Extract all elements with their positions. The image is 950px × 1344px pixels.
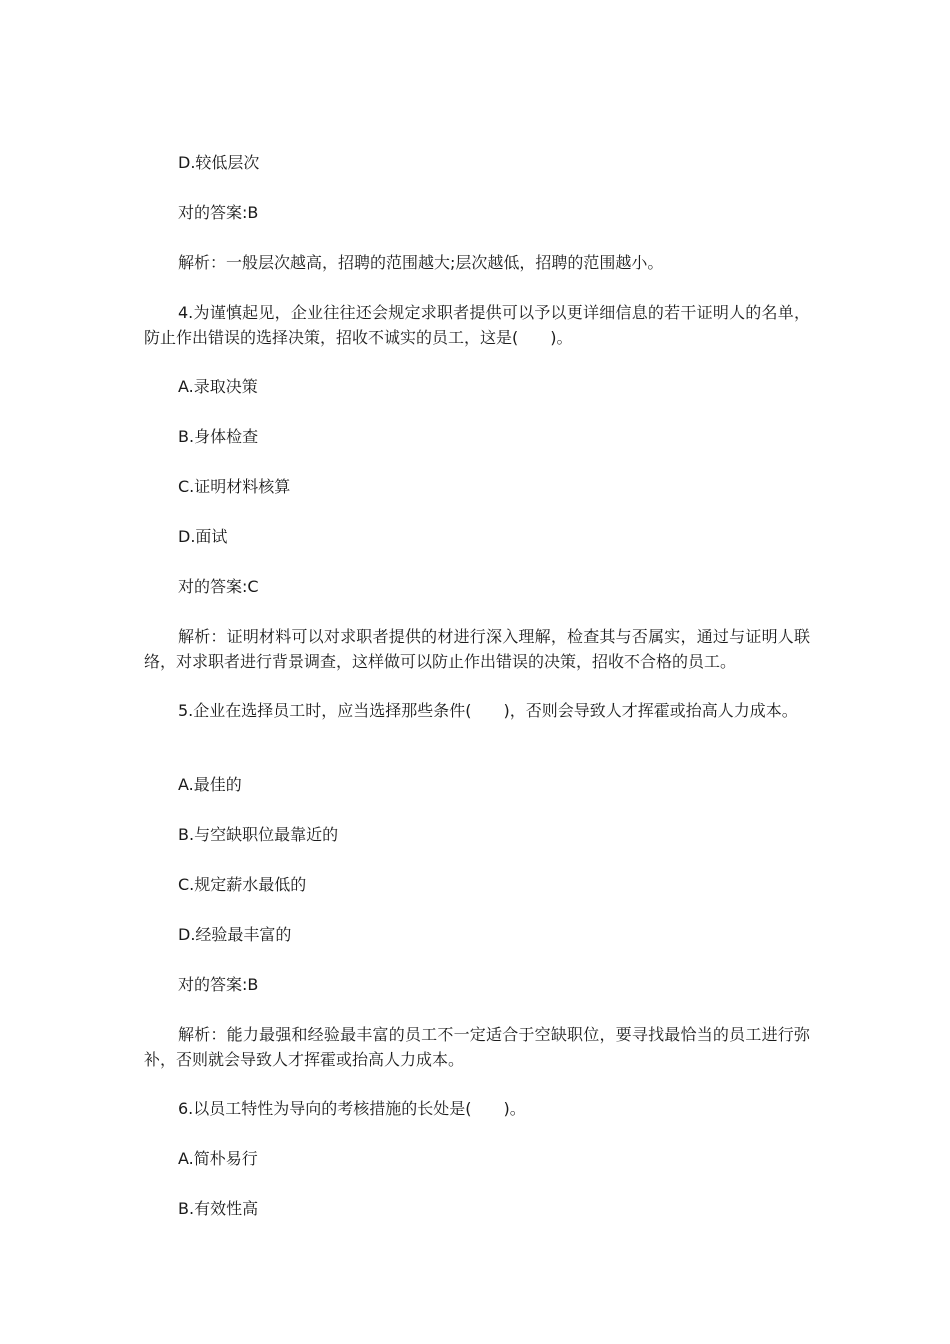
option-c-q5: C.规定薪水最低的 [178, 875, 307, 894]
option-c-q4: C.证明材料核算 [178, 477, 291, 496]
question-6: 6.以员工特性为导向的考核措施的长处是( )。 [178, 1099, 526, 1118]
option-a-q4: A.录取决策 [178, 377, 258, 396]
option-d-q3: D.较低层次 [178, 153, 260, 172]
analysis-q3: 解析：一般层次越高，招聘的范围越大;层次越低，招聘的范围越小。 [178, 253, 664, 272]
option-b-q6: B.有效性高 [178, 1199, 259, 1218]
option-d-q4: D.面试 [178, 527, 228, 546]
analysis-q4: 解析：证明材料可以对求职者提供的材进行深入理解，检查其与否属实，通过与证明人联络，对求职者进行背景调查，这样做可以防止作出错误的决策，招收不合格的员工。 [144, 627, 810, 671]
option-a-q5: A.最佳的 [178, 775, 242, 794]
question-4: 4.为谨慎起见，企业往往还会规定求职者提供可以予以更详细信息的若干证明人的名单，防止作出错误的选择决策，招收不诚实的员工，这是( )。 [144, 303, 810, 347]
option-a-q6: A.简朴易行 [178, 1149, 258, 1168]
answer-q5: 对的答案:B [178, 975, 259, 994]
question-5: 5.企业在选择员工时，应当选择那些条件( )，否则会导致人才挥霍或抬高人力成本。 [178, 701, 798, 720]
option-d-q5: D.经验最丰富的 [178, 925, 292, 944]
option-b-q5: B.与空缺职位最靠近的 [178, 825, 339, 844]
answer-q4: 对的答案:C [178, 577, 259, 596]
option-b-q4: B.身体检查 [178, 427, 259, 446]
answer-q3: 对的答案:B [178, 203, 259, 222]
analysis-q5: 解析：能力最强和经验最丰富的员工不一定适合于空缺职位，要寻找最恰当的员工进行弥补，否则就会导致人才挥霍或抬高人力成本。 [144, 1025, 810, 1069]
